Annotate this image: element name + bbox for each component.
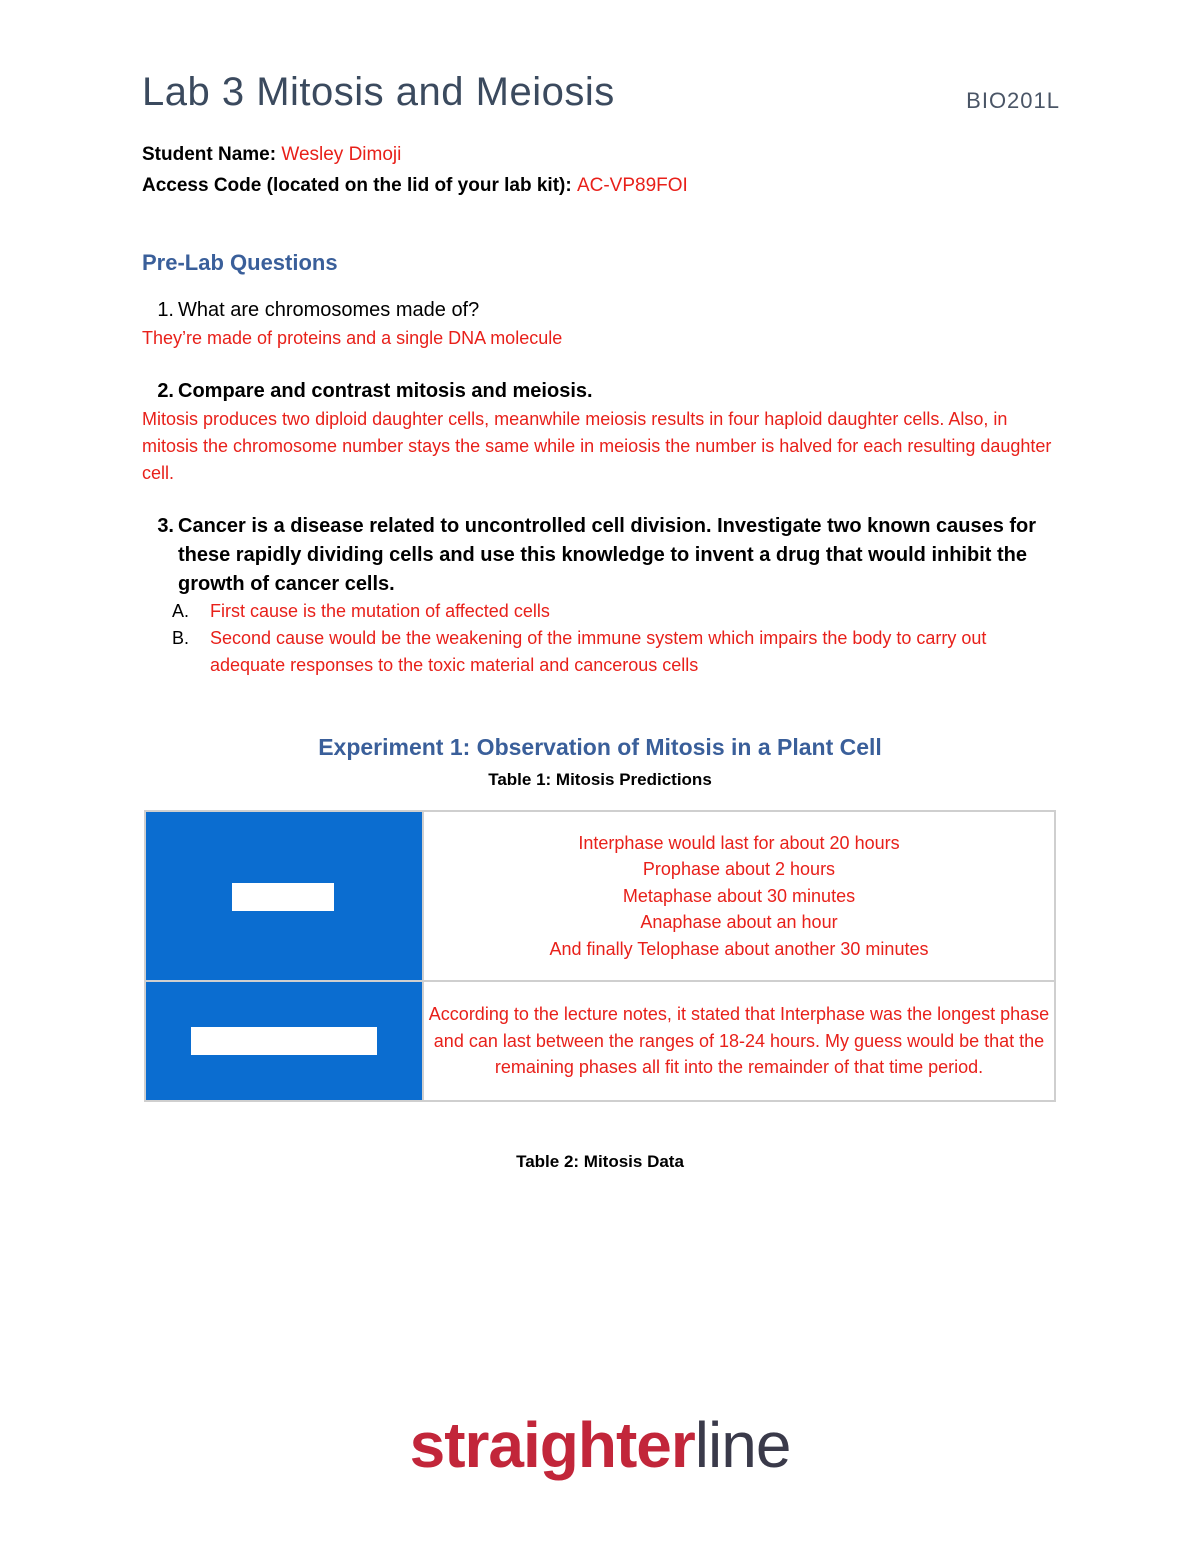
straighterline-logo xyxy=(0,1408,1200,1482)
table-1-caption: Table 1: Mitosis Predictions xyxy=(488,770,712,789)
redacted-cell xyxy=(145,811,423,981)
redaction-bar xyxy=(191,1027,377,1055)
access-code-label: Access Code (located on the lid of your lab kit): xyxy=(142,175,572,196)
student-name-value: Wesley Dimoji xyxy=(281,144,402,165)
table-2-caption: Table 2: Mitosis Data xyxy=(516,1152,684,1171)
student-name-label: Student Name: xyxy=(142,144,277,165)
question-2-answer: Mitosis produces two diploid daughter cells, meanwhile meiosis results in four haploid daughter cells. Also, in mitosis the chromosome number stays the same while in meiosis the number is halved for each resulting daughter cell. xyxy=(142,409,1052,483)
list-item xyxy=(172,625,1042,679)
list-item-label: A. xyxy=(172,601,190,621)
table-row xyxy=(145,811,1055,981)
table-row xyxy=(145,981,1055,1101)
experiment-heading: Experiment 1: Observation of Mitosis in a Plant Cell xyxy=(318,734,882,760)
list-item-text: First cause is the mutation of affected cells xyxy=(210,601,550,621)
question-1 xyxy=(142,296,1062,352)
question-3-number: 3. xyxy=(157,515,174,537)
prediction-line: Prophase about 2 hours xyxy=(642,859,836,880)
list-item-text: Second cause would be the weakening of the immune system which impairs the body to carry out adequate responses to the toxic material and cancerous cells xyxy=(210,628,987,675)
redacted-cell xyxy=(145,981,423,1101)
logo-text-light: line xyxy=(694,1409,791,1481)
prediction-line: Interphase would last for about 20 hours xyxy=(578,832,900,853)
reasoning-cell: According to the lecture notes, it stated that Interphase was the longest phase and can last between the ranges of 18-24 hours. My guess would be that the remaining phases all fit into the remainder of that time period. xyxy=(423,981,1055,1101)
redaction-bar xyxy=(232,883,334,911)
question-2-number: 2. xyxy=(157,380,174,402)
page-title: Lab 3 Mitosis and Meiosis xyxy=(142,70,615,114)
access-code-value: AC-VP89FOI xyxy=(576,175,688,196)
question-1-answer: They’re made of proteins and a single DNA molecule xyxy=(142,328,563,348)
question-1-text: What are chromosomes made of? xyxy=(178,299,480,321)
question-2-text: Compare and contrast mitosis and meiosis. xyxy=(178,380,593,402)
prediction-line: Anaphase about an hour xyxy=(640,912,838,933)
predictions-table xyxy=(144,810,1056,1102)
question-3-text: Cancer is a disease related to uncontrolled cell division. Investigate two known causes for these rapidly dividing cells and use this knowledge to invent a drug that would inhibit the growth of cancer cells. xyxy=(178,515,1037,595)
prelab-heading: Pre-Lab Questions xyxy=(142,250,338,275)
question-3 xyxy=(142,512,1062,599)
logo-text-bold: straighter xyxy=(409,1409,695,1481)
question-3-answers xyxy=(172,598,1042,679)
list-item-label: B. xyxy=(172,628,190,648)
question-2 xyxy=(142,377,1062,487)
student-name-field xyxy=(142,144,401,166)
access-code-field xyxy=(142,175,688,197)
prediction-line: Metaphase about 30 minutes xyxy=(622,885,856,906)
prediction-line: And finally Telophase about another 30 minutes xyxy=(549,938,929,959)
prediction-cell xyxy=(423,811,1055,981)
course-code: BIO201L xyxy=(966,88,1060,113)
question-1-number: 1. xyxy=(157,299,174,321)
list-item xyxy=(172,598,1042,625)
